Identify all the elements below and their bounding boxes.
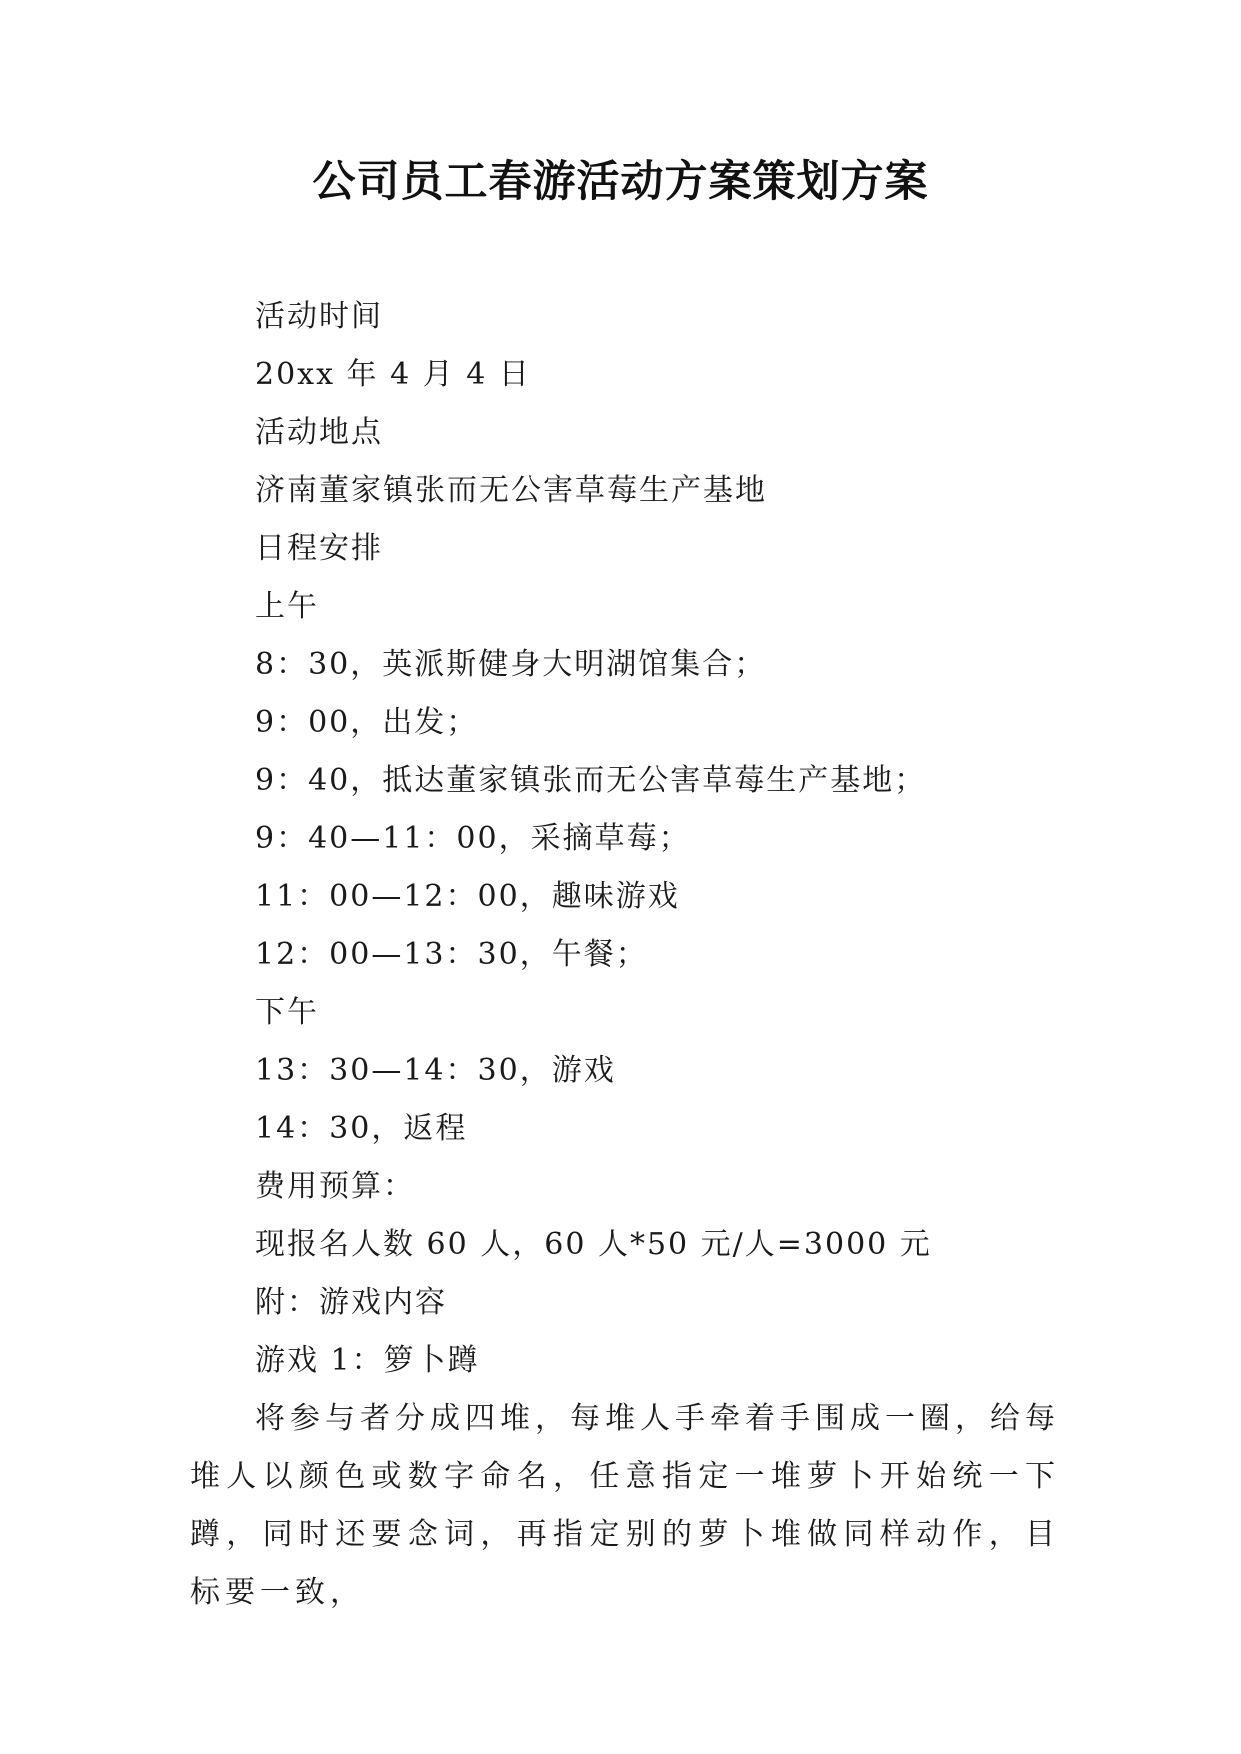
game-title: 游戏 1：箩卜蹲 xyxy=(255,1343,480,1378)
schedule-item: 12：00—13：30，午餐； xyxy=(255,937,648,972)
schedule-item: 9：00，出发； xyxy=(255,705,479,740)
game-description: 将参与者分成四堆，每堆人手牵着手围成一圈，给每堆人以颜色或数字命名，任意指定一堆萝卜开始统一下蹲，同时还要念词，再指定别的萝卜堆做同样动作，目标要一致， xyxy=(190,1401,1060,1610)
section-label-budget: 费用预算： xyxy=(255,1169,415,1204)
section-label-appendix: 附：游戏内容 xyxy=(255,1285,447,1320)
schedule-item: 9：40，抵达董家镇张而无公害草莓生产基地； xyxy=(255,763,927,798)
budget-detail: 现报名人数 60 人，60 人*50 元/人=3000 元 xyxy=(255,1227,932,1262)
event-date: 20xx 年 4 月 4 日 xyxy=(255,357,531,392)
schedule-morning-label: 上午 xyxy=(255,589,319,624)
schedule-item: 14：30，返程 xyxy=(255,1111,468,1146)
event-location: 济南董家镇张而无公害草莓生产基地 xyxy=(255,473,767,508)
schedule-item: 8：30，英派斯健身大明湖馆集合； xyxy=(255,647,767,682)
schedule-item: 9：40—11：00，采摘草莓； xyxy=(255,821,691,856)
section-label-schedule: 日程安排 xyxy=(255,531,383,566)
section-label-time: 活动时间 xyxy=(255,299,383,334)
schedule-item: 11：00—12：00，趣味游戏 xyxy=(255,879,680,914)
section-label-location: 活动地点 xyxy=(255,415,383,450)
document-body xyxy=(190,288,1060,1622)
document-title: 公司员工春游活动方案策划方案 xyxy=(312,157,929,207)
schedule-afternoon-label: 下午 xyxy=(255,995,319,1030)
schedule-item: 13：30—14：30，游戏 xyxy=(255,1053,616,1088)
